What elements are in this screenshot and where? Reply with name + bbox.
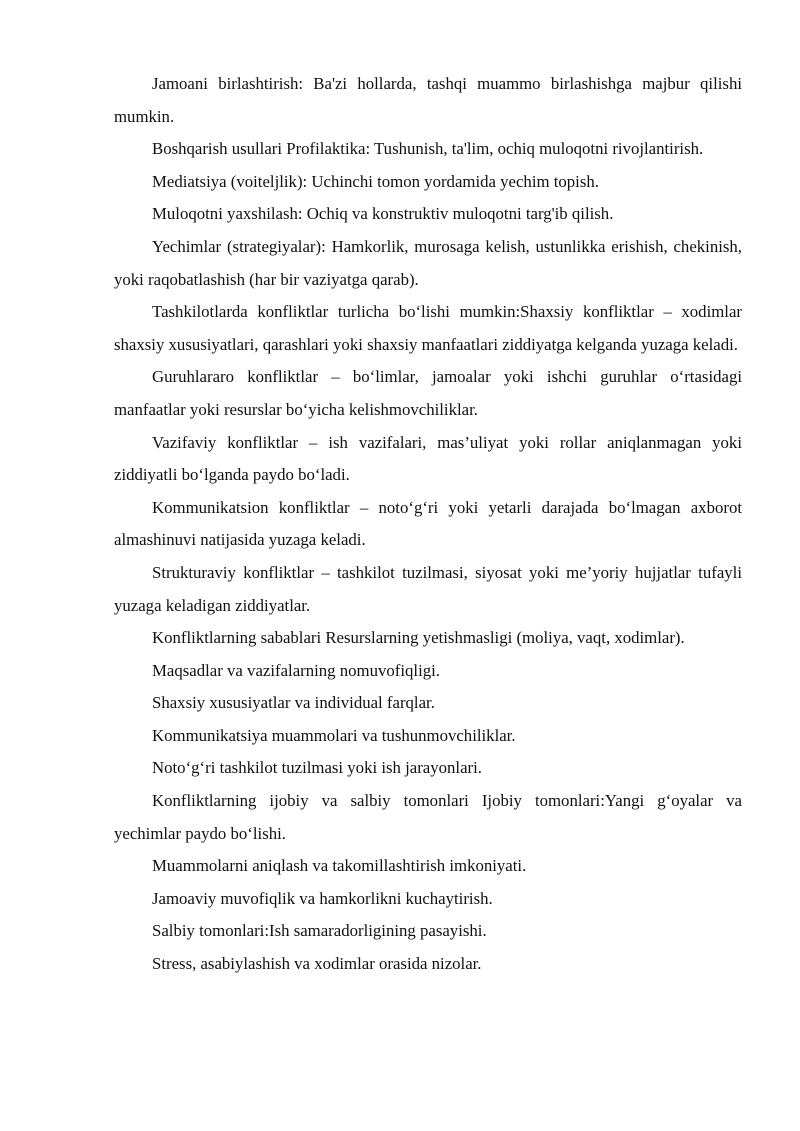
paragraph-goal-mismatch: Maqsadlar va vazifalarning nomuvofiqligi. xyxy=(152,660,440,680)
paragraph-intergroup-conflicts: Guruhlararo konfliktlar – bo‘limlar, jamoalar yoki ishchi guruhlar o‘rtasidagi manfaatlar yoki resurslar bo‘yicha kelishmovchiliklar. xyxy=(114,367,742,419)
paragraph-management-prevention: Boshqarish usullari Profilaktika: Tushunish, ta'lim, ochiq muloqotni rivojlantirish. xyxy=(152,139,704,159)
paragraph-conflict-causes: Konfliktlarning sabablari Resurslarning yetishmasligi (moliya, vaqt, xodimlar). xyxy=(152,628,685,648)
paragraph-communication-conflicts: Kommunikatsion konfliktlar – noto‘g‘ri yoki yetarli darajada bo‘lmagan axborot almashinuvi natijasida yuzaga keladi. xyxy=(114,497,742,550)
paragraph-structural-conflicts: Strukturaviy konfliktlar – tashkilot tuzilmasi, siyosat yoki me’yoriy hujjatlar tufayli yuzaga keladigan ziddiyatlar. xyxy=(114,562,742,615)
paragraph-functional-conflicts: Vazifaviy konfliktlar – ish vazifalari, mas’uliyat yoki rollar aniqlanmagan yoki ziddiyatli bo‘lganda paydo bo‘ladi. xyxy=(114,432,742,485)
paragraph-mediation: Mediatsiya (voiteljlik): Uchinchi tomon yordamida yechim topish. xyxy=(152,171,599,191)
paragraph-team-unification: Jamoani birlashtirish: Ba'zi hollarda, tashqi muammo birlashishga majbur qilishi mumkin. xyxy=(114,74,742,126)
paragraph-communication-improvement: Muloqotni yaxshilash: Ochiq va konstruktiv muloqotni targ'ib qilish. xyxy=(152,204,614,224)
paragraph-positive-negative-sides: Konfliktlarning ijobiy va salbiy tomonlari Ijobiy tomonlari:Yangi g‘oyalar va yechimlar paydo bo‘lishi. xyxy=(114,791,742,843)
document-page xyxy=(114,68,742,981)
paragraph-stress-disputes: Stress, asabiylashish va xodimlar orasida nizolar. xyxy=(152,954,482,974)
paragraph-problem-identification: Muammolarni aniqlash va takomillashtirish imkoniyati. xyxy=(152,856,527,876)
paragraph-individual-differences: Shaxsiy xususiyatlar va individual farqlar. xyxy=(152,693,435,713)
paragraph-solutions-strategies: Yechimlar (strategiyalar): Hamkorlik, murosaga kelish, ustunlikka erishish, chekinish, yoki raqobatlashish (har bir vaziyatga qarab). xyxy=(114,236,742,289)
paragraph-wrong-structure: Noto‘g‘ri tashkilot tuzilmasi yoki ish jarayonlari. xyxy=(152,758,482,778)
paragraph-personal-conflicts: Tashkilotlarda konfliktlar turlicha bo‘lishi mumkin:Shaxsiy konfliktlar – xodimlar shaxsiy xususiyatlari, qarashlari yoki shaxsiy manfaatlari ziddiyatga kelganda yuzaga keladi. xyxy=(114,302,742,354)
paragraph-communication-problems: Kommunikatsiya muammolari va tushunmovchiliklar. xyxy=(152,725,516,745)
paragraph-team-cooperation: Jamoaviy muvofiqlik va hamkorlikni kuchaytirish. xyxy=(152,888,493,908)
paragraph-negative-sides: Salbiy tomonlari:Ish samaradorligining pasayishi. xyxy=(152,921,487,941)
